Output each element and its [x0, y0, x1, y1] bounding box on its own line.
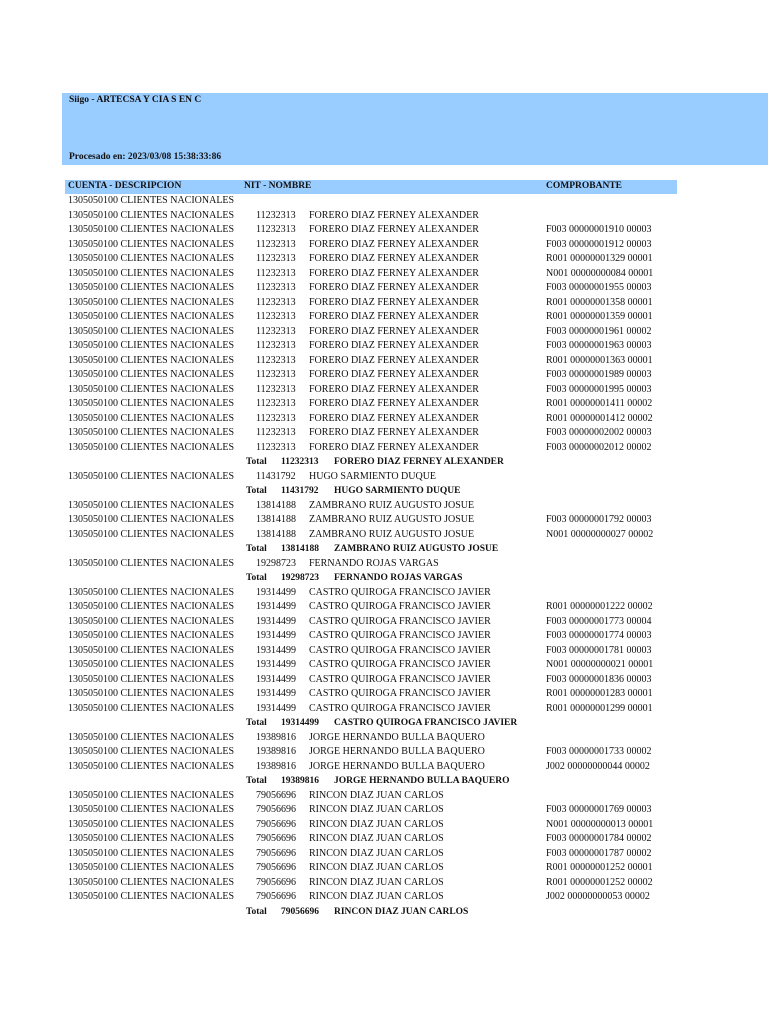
nit-cell: 19389816: [281, 776, 319, 786]
nit-cell: 11232313: [256, 398, 296, 409]
table-row: [0, 847, 768, 862]
subtotal-row: [0, 455, 768, 470]
name-cell: CASTRO QUIROGA FRANCISCO JAVIER: [309, 673, 491, 685]
total-label: Total: [246, 486, 267, 496]
name-cell: FORERO DIAZ FERNEY ALEXANDER: [309, 340, 479, 351]
account-cell: 1305050100 CLIENTES NACIONALES: [68, 630, 235, 641]
voucher-cell: R001 00000001283 00001: [546, 688, 653, 699]
name-cell: FORERO DIAZ FERNEY ALEXANDER: [309, 412, 479, 424]
nit-cell: 11431792: [281, 486, 319, 496]
voucher-cell: F003 00000001787 00002: [546, 847, 652, 859]
subtotal-row: [0, 542, 768, 557]
table-row: [0, 673, 768, 688]
name-cell: RINCON DIAZ JUAN CARLOS: [309, 862, 444, 873]
voucher-cell: F003 00000001769 00003: [546, 804, 652, 815]
name-cell: FORERO DIAZ FERNEY ALEXANDER: [309, 296, 479, 308]
voucher-cell: R001 00000001411 00002: [546, 398, 653, 409]
voucher-cell: R001 00000001412 00002: [546, 412, 653, 424]
name-cell: FORERO DIAZ FERNEY ALEXANDER: [309, 267, 479, 279]
account-cell: 1305050100 CLIENTES NACIONALES: [68, 427, 235, 438]
name-cell: RINCON DIAZ JUAN CARLOS: [309, 789, 444, 801]
name-cell: CASTRO QUIROGA FRANCISCO JAVIER: [309, 702, 491, 714]
voucher-cell: N001 00000000021 00001: [546, 659, 654, 670]
table-row: [0, 818, 768, 833]
account-cell: 1305050100 CLIENTES NACIONALES: [68, 746, 235, 757]
subtotal-row: [0, 571, 768, 586]
table-row: [0, 557, 768, 572]
table-row: [0, 586, 768, 601]
account-cell: 1305050100 CLIENTES NACIONALES: [68, 862, 235, 873]
table-row: [0, 499, 768, 514]
account-cell: 1305050100 CLIENTES NACIONALES: [68, 528, 235, 540]
name-cell: FORERO DIAZ FERNEY ALEXANDER: [309, 325, 479, 337]
account-cell: 1305050100 CLIENTES NACIONALES: [68, 470, 235, 482]
table-row: [0, 731, 768, 746]
table-row: [0, 209, 768, 224]
total-label: Total: [246, 906, 267, 917]
account-cell: 1305050100 CLIENTES NACIONALES: [68, 340, 235, 351]
name-cell: CASTRO QUIROGA FRANCISCO JAVIER: [334, 718, 518, 728]
table-row: [0, 281, 768, 296]
nit-cell: 13814188: [256, 514, 296, 525]
voucher-cell: R001 00000001299 00001: [546, 702, 653, 714]
account-cell: 1305050100 CLIENTES NACIONALES: [68, 441, 235, 453]
voucher-cell: F003 00000001781 00003: [546, 644, 652, 656]
name-cell: CASTRO QUIROGA FRANCISCO JAVIER: [309, 688, 491, 699]
name-cell: FORERO DIAZ FERNEY ALEXANDER: [309, 209, 479, 221]
name-cell: FORERO DIAZ FERNEY ALEXANDER: [309, 282, 479, 293]
nit-cell: 11232313: [256, 427, 296, 438]
nit-cell: 19314499: [256, 644, 296, 656]
account-cell: 1305050100 CLIENTES NACIONALES: [68, 760, 235, 772]
voucher-cell: F003 00000001912 00003: [546, 238, 652, 250]
name-cell: ZAMBRANO RUIZ AUGUSTO JOSUE: [334, 544, 499, 554]
account-cell: 1305050100 CLIENTES NACIONALES: [68, 876, 235, 888]
nit-cell: 79056696: [256, 876, 296, 888]
nit-cell: 19298723: [281, 573, 319, 583]
name-cell: FORERO DIAZ FERNEY ALEXANDER: [334, 457, 504, 467]
voucher-cell: F003 00000002002 00003: [546, 427, 652, 438]
table-row: [0, 310, 768, 325]
total-label: Total: [246, 718, 267, 728]
name-cell: JORGE HERNANDO BULLA BAQUERO: [309, 760, 485, 772]
voucher-cell: R001 00000001363 00001: [546, 354, 653, 366]
voucher-cell: N001 00000000027 00002: [546, 528, 654, 540]
table-row: [0, 296, 768, 311]
voucher-cell: F003 00000001836 00003: [546, 673, 652, 685]
nit-cell: 11232313: [256, 253, 296, 264]
nit-cell: 11232313: [256, 224, 296, 235]
voucher-cell: R001 00000001358 00001: [546, 296, 653, 308]
voucher-cell: F003 00000001963 00003: [546, 340, 652, 351]
table-row: [0, 368, 768, 383]
table-row: [0, 397, 768, 412]
table-row: [0, 702, 768, 717]
name-cell: RINCON DIAZ JUAN CARLOS: [309, 876, 444, 888]
voucher-cell: F003 00000001792 00003: [546, 514, 652, 525]
table-row: [0, 339, 768, 354]
name-cell: CASTRO QUIROGA FRANCISCO JAVIER: [309, 601, 491, 612]
nit-cell: 11232313: [256, 325, 296, 337]
account-cell: 1305050100 CLIENTES NACIONALES: [68, 311, 235, 322]
name-cell: JORGE HERNANDO BULLA BAQUERO: [309, 746, 485, 757]
table-row: [0, 267, 768, 282]
nit-cell: 19314499: [256, 630, 296, 641]
table-row: [0, 238, 768, 253]
nit-cell: 19314499: [256, 615, 296, 627]
voucher-cell: F003 00000001733 00002: [546, 746, 652, 757]
nit-cell: 11232313: [256, 340, 296, 351]
name-cell: RINCON DIAZ JUAN CARLOS: [309, 833, 444, 844]
nit-cell: 11232313: [256, 282, 296, 293]
table-row: [0, 426, 768, 441]
voucher-cell: J002 00000000053 00002: [546, 891, 650, 902]
table-row: [0, 861, 768, 876]
total-label: Total: [246, 573, 267, 583]
voucher-cell: F003 00000001995 00003: [546, 383, 652, 395]
total-label: Total: [246, 457, 267, 467]
nit-cell: 79056696: [256, 789, 296, 801]
account-cell: 1305050100 CLIENTES NACIONALES: [68, 601, 235, 612]
nit-cell: 79056696: [256, 862, 296, 873]
name-cell: FORERO DIAZ FERNEY ALEXANDER: [309, 253, 479, 264]
account-cell: 1305050100 CLIENTES NACIONALES: [68, 267, 235, 279]
total-label: Total: [246, 776, 267, 786]
nit-cell: 11232313: [256, 296, 296, 308]
name-cell: FORERO DIAZ FERNEY ALEXANDER: [309, 427, 479, 438]
name-cell: FORERO DIAZ FERNEY ALEXANDER: [309, 224, 479, 235]
name-cell: CASTRO QUIROGA FRANCISCO JAVIER: [309, 644, 491, 656]
name-cell: FORERO DIAZ FERNEY ALEXANDER: [309, 354, 479, 366]
nit-cell: 11232313: [281, 457, 319, 467]
nit-cell: 79056696: [256, 804, 296, 815]
company-title: Siigo - ARTECSA Y CIA S EN C: [69, 95, 202, 105]
account-cell: 1305050100 CLIENTES NACIONALES: [68, 224, 235, 235]
account-cell: 1305050100 CLIENTES NACIONALES: [68, 238, 235, 250]
voucher-cell: R001 00000001222 00002: [546, 601, 653, 612]
table-row: [0, 803, 768, 818]
voucher-cell: F003 00000001910 00003: [546, 224, 652, 235]
column-header-comprobante: COMPROBANTE: [546, 181, 622, 191]
account-cell: 1305050100 CLIENTES NACIONALES: [68, 818, 235, 830]
account-cell: 1305050100 CLIENTES NACIONALES: [68, 253, 235, 264]
table-row: [0, 528, 768, 543]
name-cell: RINCON DIAZ JUAN CARLOS: [309, 818, 444, 830]
subtotal-row: [0, 905, 768, 920]
table-row: [0, 600, 768, 615]
table-row: [0, 354, 768, 369]
table-row: [0, 441, 768, 456]
column-header-nit-nombre: NIT - NOMBRE: [244, 181, 312, 191]
nit-cell: 79056696: [256, 891, 296, 902]
table-row: [0, 760, 768, 775]
name-cell: FORERO DIAZ FERNEY ALEXANDER: [309, 441, 479, 453]
nit-cell: 11232313: [256, 267, 296, 279]
nit-cell: 11232313: [256, 441, 296, 453]
account-cell: 1305050100 CLIENTES NACIONALES: [68, 847, 235, 859]
name-cell: RINCON DIAZ JUAN CARLOS: [309, 891, 444, 902]
nit-cell: 11232313: [256, 238, 296, 250]
voucher-cell: F003 00000002012 00002: [546, 441, 652, 453]
account-cell: 1305050100 CLIENTES NACIONALES: [68, 702, 235, 714]
total-label: Total: [246, 544, 267, 554]
nit-cell: 19389816: [256, 731, 296, 743]
name-cell: RINCON DIAZ JUAN CARLOS: [309, 847, 444, 859]
nit-cell: 13814188: [281, 544, 319, 554]
voucher-cell: F003 00000001989 00003: [546, 369, 652, 380]
table-row: [0, 687, 768, 702]
nit-cell: 13814188: [256, 499, 296, 511]
table-row: [0, 412, 768, 427]
account-cell: 1305050100 CLIENTES NACIONALES: [68, 586, 235, 598]
account-cell: 1305050100 CLIENTES NACIONALES: [68, 673, 235, 685]
nit-cell: 19314499: [256, 702, 296, 714]
account-cell: 1305050100 CLIENTES NACIONALES: [68, 383, 235, 395]
nit-cell: 79056696: [256, 847, 296, 859]
table-row: [0, 658, 768, 673]
account-cell: 1305050100 CLIENTES NACIONALES: [68, 688, 235, 699]
voucher-cell: J002 00000000044 00002: [546, 760, 650, 772]
nit-cell: 19298723: [256, 557, 296, 569]
account-cell: 1305050100 CLIENTES NACIONALES: [68, 833, 235, 844]
account-cell: 1305050100 CLIENTES NACIONALES: [68, 731, 235, 743]
account-cell: 1305050100 CLIENTES NACIONALES: [68, 398, 235, 409]
table-row: [0, 876, 768, 891]
name-cell: RINCON DIAZ JUAN CARLOS: [334, 906, 469, 917]
account-cell: 1305050100 CLIENTES NACIONALES: [68, 789, 235, 801]
voucher-cell: R001 00000001252 00001: [546, 862, 653, 873]
nit-cell: 19314499: [256, 673, 296, 685]
voucher-cell: N001 00000000084 00001: [546, 267, 654, 279]
account-cell: 1305050100 CLIENTES NACIONALES: [68, 282, 235, 293]
voucher-cell: F003 00000001784 00002: [546, 833, 652, 844]
subtotal-row: [0, 774, 768, 789]
nit-cell: 79056696: [256, 833, 296, 844]
table-row: [0, 890, 768, 905]
table-row: [0, 252, 768, 267]
account-cell: 1305050100 CLIENTES NACIONALES: [68, 499, 235, 511]
column-header-row: [65, 180, 677, 194]
voucher-cell: R001 00000001329 00001: [546, 253, 653, 264]
name-cell: CASTRO QUIROGA FRANCISCO JAVIER: [309, 586, 491, 598]
name-cell: FORERO DIAZ FERNEY ALEXANDER: [309, 383, 479, 395]
name-cell: RINCON DIAZ JUAN CARLOS: [309, 804, 444, 815]
nit-cell: 11232313: [256, 412, 296, 424]
account-cell: 1305050100 CLIENTES NACIONALES: [68, 354, 235, 366]
account-cell: 1305050100 CLIENTES NACIONALES: [68, 195, 235, 206]
table-row: [0, 644, 768, 659]
voucher-cell: F003 00000001773 00004: [546, 615, 652, 627]
name-cell: FERNANDO ROJAS VARGAS: [309, 557, 439, 569]
table-row: [0, 470, 768, 485]
voucher-cell: R001 00000001252 00002: [546, 876, 653, 888]
name-cell: HUGO SARMIENTO DUQUE: [309, 470, 437, 482]
account-cell: 1305050100 CLIENTES NACIONALES: [68, 209, 235, 221]
table-row: [0, 745, 768, 760]
voucher-cell: F003 00000001955 00003: [546, 282, 652, 293]
ledger-rows: [0, 194, 768, 919]
name-cell: ZAMBRANO RUIZ AUGUSTO JOSUE: [309, 514, 475, 525]
name-cell: JORGE HERNANDO BULLA BAQUERO: [309, 731, 485, 743]
account-cell: 1305050100 CLIENTES NACIONALES: [68, 514, 235, 525]
table-row: [0, 629, 768, 644]
account-cell: 1305050100 CLIENTES NACIONALES: [68, 412, 235, 424]
nit-cell: 11232313: [256, 311, 296, 322]
name-cell: FORERO DIAZ FERNEY ALEXANDER: [309, 311, 479, 322]
subtotal-row: [0, 484, 768, 499]
nit-cell: 11431792: [256, 470, 296, 482]
voucher-cell: F003 00000001774 00003: [546, 630, 652, 641]
account-cell: 1305050100 CLIENTES NACIONALES: [68, 644, 235, 656]
voucher-cell: N001 00000000013 00001: [546, 818, 654, 830]
name-cell: HUGO SARMIENTO DUQUE: [334, 486, 461, 496]
nit-cell: 11232313: [256, 354, 296, 366]
nit-cell: 19314499: [256, 586, 296, 598]
table-row: [0, 615, 768, 630]
table-row: [0, 223, 768, 238]
table-row: [0, 789, 768, 804]
nit-cell: 19314499: [256, 659, 296, 670]
name-cell: FORERO DIAZ FERNEY ALEXANDER: [309, 238, 479, 250]
name-cell: FORERO DIAZ FERNEY ALEXANDER: [309, 398, 479, 409]
account-cell: 1305050100 CLIENTES NACIONALES: [68, 557, 235, 569]
account-cell: 1305050100 CLIENTES NACIONALES: [68, 659, 235, 670]
name-cell: ZAMBRANO RUIZ AUGUSTO JOSUE: [309, 499, 475, 511]
account-cell: 1305050100 CLIENTES NACIONALES: [68, 615, 235, 627]
name-cell: FERNANDO ROJAS VARGAS: [334, 573, 463, 583]
account-cell: 1305050100 CLIENTES NACIONALES: [68, 891, 235, 902]
nit-cell: 79056696: [281, 906, 319, 917]
voucher-cell: R001 00000001359 00001: [546, 311, 653, 322]
subtotal-row: [0, 716, 768, 731]
table-row: [0, 194, 768, 209]
table-row: [0, 325, 768, 340]
name-cell: ZAMBRANO RUIZ AUGUSTO JOSUE: [309, 528, 475, 540]
name-cell: JORGE HERNANDO BULLA BAQUERO: [334, 776, 510, 786]
nit-cell: 19389816: [256, 760, 296, 772]
name-cell: CASTRO QUIROGA FRANCISCO JAVIER: [309, 659, 491, 670]
name-cell: FORERO DIAZ FERNEY ALEXANDER: [309, 369, 479, 380]
nit-cell: 11232313: [256, 383, 296, 395]
processed-timestamp: Procesado en: 2023/03/08 15:38:33:86: [69, 152, 222, 162]
nit-cell: 19314499: [281, 718, 319, 728]
table-row: [0, 513, 768, 528]
nit-cell: 79056696: [256, 818, 296, 830]
nit-cell: 13814188: [256, 528, 296, 540]
account-cell: 1305050100 CLIENTES NACIONALES: [68, 804, 235, 815]
voucher-cell: F003 00000001961 00002: [546, 325, 652, 337]
account-cell: 1305050100 CLIENTES NACIONALES: [68, 369, 235, 380]
account-cell: 1305050100 CLIENTES NACIONALES: [68, 325, 235, 337]
column-header-cuenta: CUENTA - DESCRIPCION: [68, 181, 182, 191]
table-row: [0, 383, 768, 398]
nit-cell: 19389816: [256, 746, 296, 757]
nit-cell: 19314499: [256, 601, 296, 612]
name-cell: CASTRO QUIROGA FRANCISCO JAVIER: [309, 615, 491, 627]
name-cell: CASTRO QUIROGA FRANCISCO JAVIER: [309, 630, 491, 641]
account-cell: 1305050100 CLIENTES NACIONALES: [68, 296, 235, 308]
nit-cell: 19314499: [256, 688, 296, 699]
table-row: [0, 832, 768, 847]
nit-cell: 11232313: [256, 209, 296, 221]
nit-cell: 11232313: [256, 369, 296, 380]
